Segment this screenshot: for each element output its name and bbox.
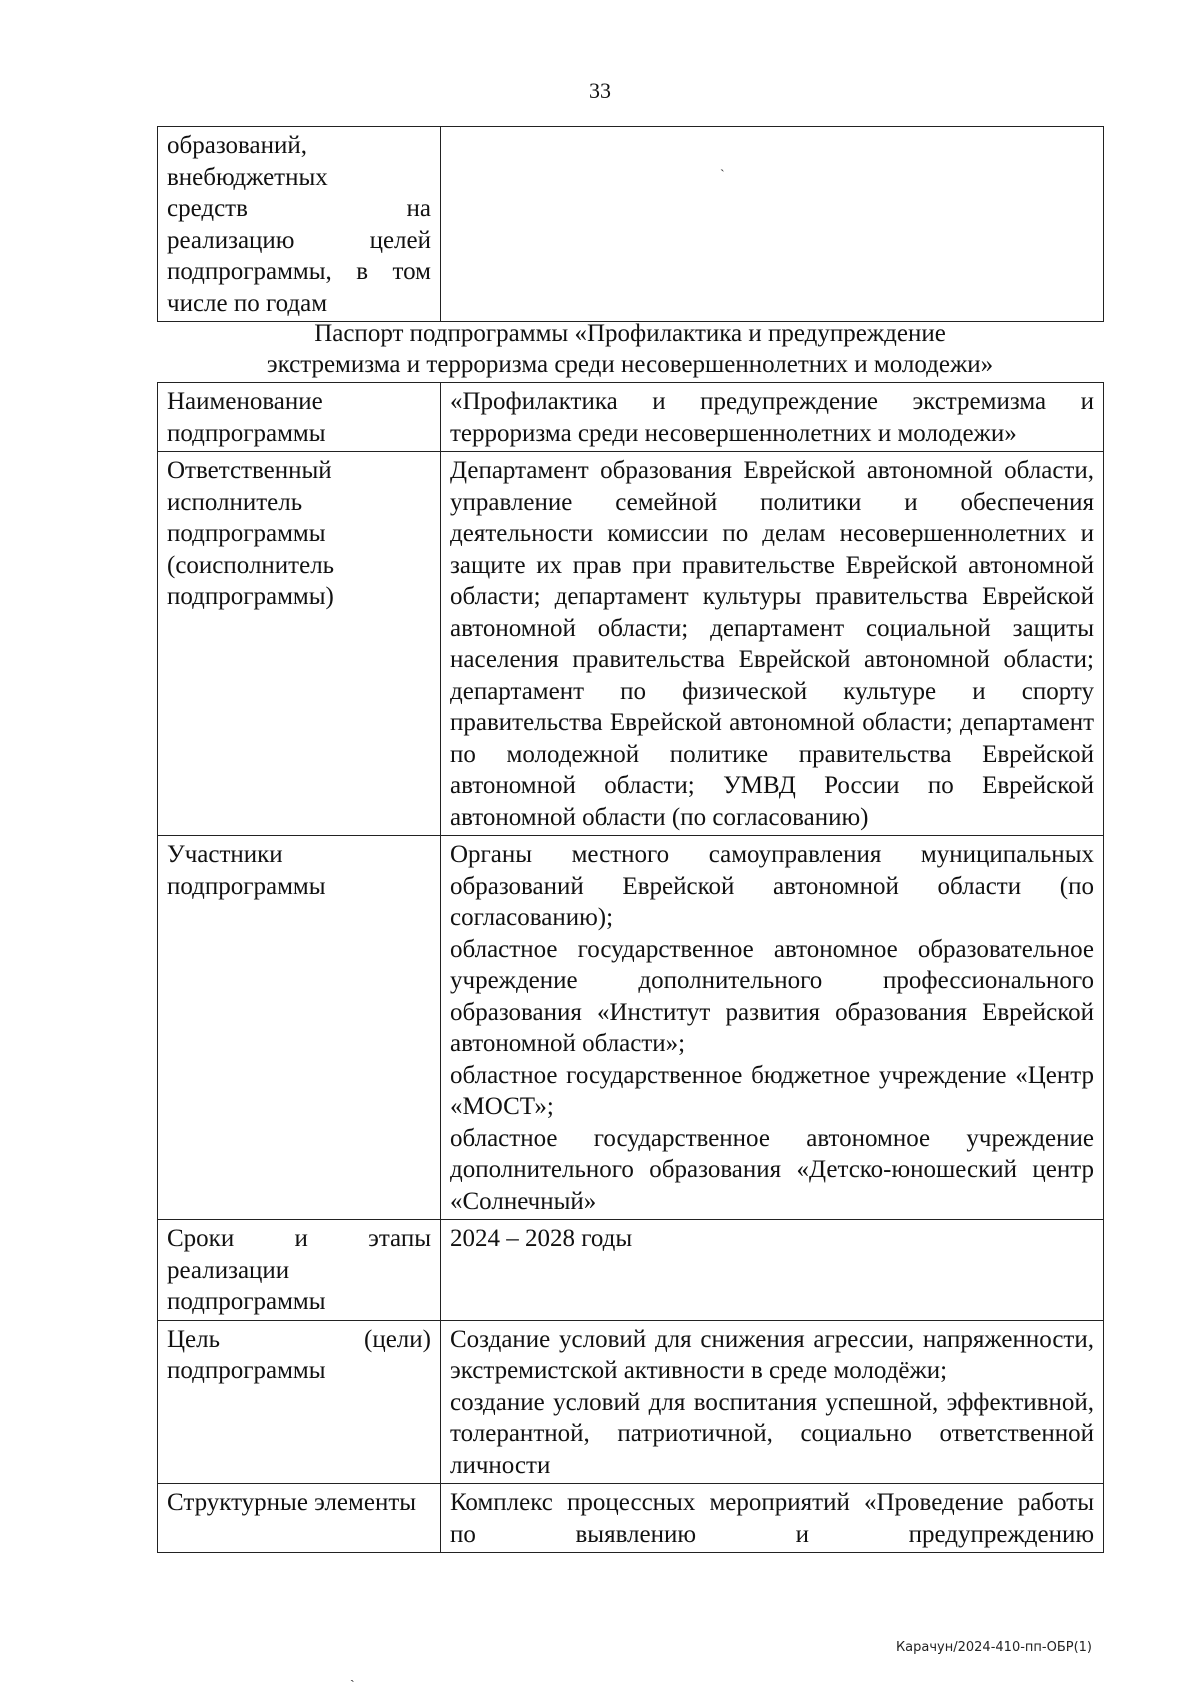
row-paragraph: областное государственное бюджетное учреждение «Центр «МОСТ»; (450, 1061, 1094, 1120)
funding-label-line: реализацию целей (167, 226, 431, 254)
row-paragraph: областное государственное автономное учреждение дополнительного образования «Детско-юношеский центр «Солнечный» (450, 1124, 1094, 1215)
row-label (158, 1220, 441, 1321)
continuation-table (157, 126, 1104, 322)
row-paragraph: 2024 – 2028 годы (450, 1225, 633, 1252)
row-paragraph: создание условий для воспитания успешной, эффективной, толерантной, патриотичной, социально ответственной личности (450, 1388, 1094, 1479)
funding-label-line: внебюджетных (167, 163, 328, 191)
page-number: 33 (589, 78, 611, 103)
passport-title-line: Паспорт подпрограммы «Профилактика и предупреждение (314, 320, 946, 347)
row-paragraph: Департамент образования Еврейской автономной области, управление семейной политики и обеспечения деятельности комиссии по делам несовершеннолетних и защите их прав при правительстве Еврейской автономной области; департамент культуры правительства Еврейской автономной области; департамент социальной защиты населения правительства Еврейской автономной области; департамент по физической культуре и спорту правительства Еврейской автономной области; департамент по молодежной политике правительства Еврейской автономной области; УМВД России по Еврейской автономной области (по согласованию) (450, 457, 1094, 831)
row-paragraph: Создание условий для снижения агрессии, напряженности, экстремистской активности в среде молодёжи; (450, 1325, 1094, 1384)
row-label (158, 383, 441, 452)
funding-label-line: подпрограммы, в том (167, 258, 431, 285)
table-row (158, 1484, 1104, 1553)
row-value (441, 452, 1104, 836)
row-paragraph: Комплекс процессных мероприятий «Проведение работы по выявлению и предупреждению (450, 1489, 1094, 1548)
row-label-text: Участники подпрограммы (167, 841, 326, 900)
funding-label-line: средств на (167, 195, 431, 222)
row-label (158, 452, 441, 836)
passport-title-line: экстремизма и терроризма среди несовершеннолетних и молодежи» (266, 351, 994, 378)
row-label (158, 836, 441, 1220)
row-label-text: Цель (цели) подпрограммы (167, 1325, 431, 1384)
row-value (441, 836, 1104, 1220)
scan-speck: ˏ (350, 1668, 355, 1683)
table-row (158, 1220, 1104, 1321)
funding-label-line: образований, (167, 132, 308, 159)
row-label-text: Структурные элементы (167, 1489, 417, 1516)
row-value (441, 1220, 1104, 1321)
funding-value-cell (441, 127, 1104, 322)
table-row (158, 836, 1104, 1220)
funding-label-line: числе по годам (167, 289, 328, 317)
row-paragraph: областное государственное автономное образовательное учреждение дополнительного профессионального образования «Институт развития образования Еврейской автономной области»; (450, 935, 1094, 1057)
row-paragraph: Органы местного самоуправления муниципальных образований Еврейской автономной области (по согласованию); (450, 841, 1094, 931)
document-code: Карачун/2024-410-пп-ОБР(1) (895, 1640, 1092, 1655)
passport-title (157, 318, 1103, 380)
row-label-text: Сроки и этапы реализации подпрограммы (167, 1225, 431, 1315)
row-value (441, 1320, 1104, 1484)
row-value (441, 1484, 1104, 1553)
row-paragraph: «Профилактика и предупреждение экстремизма и терроризма среди несовершеннолетних и молодежи» (450, 388, 1094, 447)
row-value (441, 383, 1104, 452)
row-label-text: Наименование подпрограммы (167, 388, 326, 447)
row-label (158, 1320, 441, 1484)
passport-table (157, 382, 1104, 1553)
row-label (158, 1484, 441, 1553)
funding-label-cell (158, 127, 441, 322)
table-row (158, 383, 1104, 452)
row-label-text: Ответственный исполнитель подпрограммы (соисполнитель подпрограммы) (167, 457, 335, 610)
scan-speck: ˋ (720, 168, 725, 183)
table-row (158, 1320, 1104, 1484)
table-row (158, 127, 1104, 322)
table-row (158, 452, 1104, 836)
